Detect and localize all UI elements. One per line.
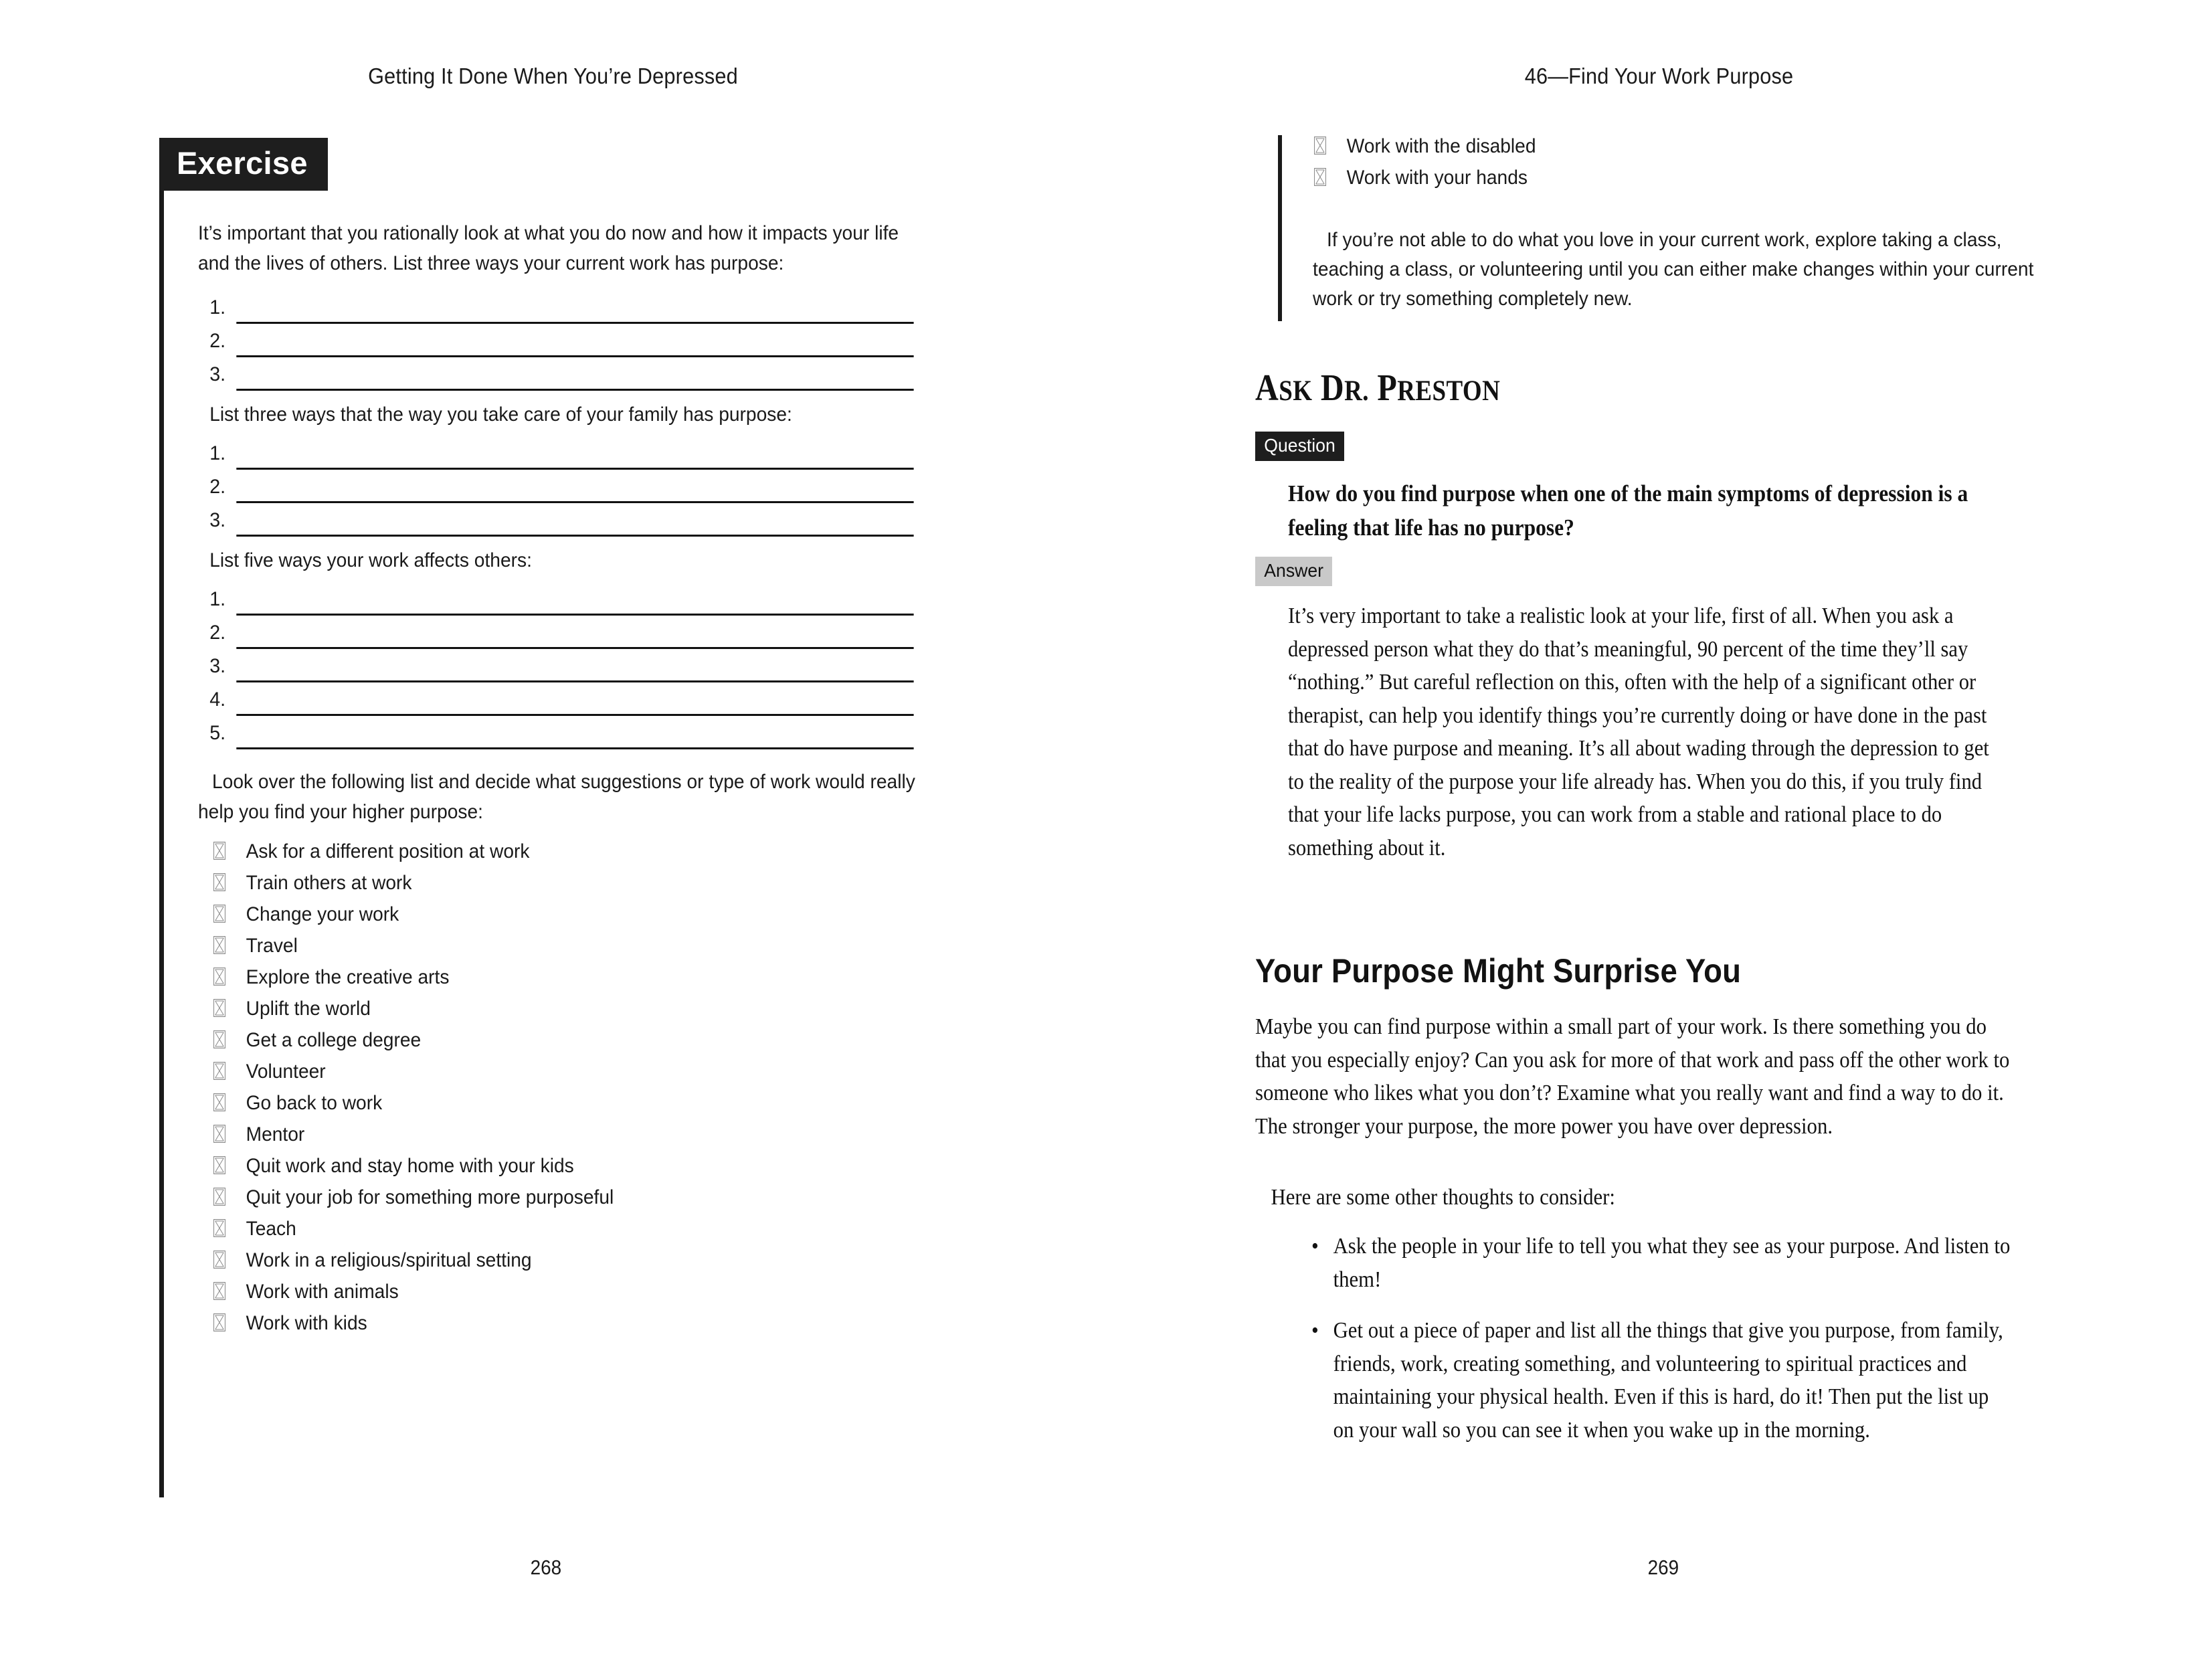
list-item[interactable] [198, 1279, 917, 1305]
list-item[interactable] [198, 1248, 917, 1273]
tofu-box-icon [213, 842, 225, 860]
running-head-right: 46—Find Your Work Purpose [1524, 64, 1794, 88]
list-item[interactable] [198, 965, 917, 990]
tofu-box-icon [213, 1156, 225, 1174]
exercise-intro-paragraph: It’s important that you rationally look at what you do now and how it impacts your life and the lives of others. List three ways your current work has purpose: [198, 222, 899, 274]
answer-text: It’s very important to take a realistic look at your life, first of all. When you ask a depressed person what they do that’s meaningful, 90 percent of the time they’ll say “nothing.” But careful reflection on this, often with the help of a significant other or therapist, can help you identify things you’re currently doing or have done in the past that do have purpose and meaning. It’s all about wading through the depression to get to the reality of the purpose your life already has. When you do this, if you truly find that your life lacks purpose, you can work from a stable and rational place to do something about it. [1288, 604, 1989, 860]
ask-dr-preston-heading [1255, 367, 1500, 409]
list-item[interactable] [198, 1185, 917, 1210]
list-item[interactable] [198, 1311, 917, 1336]
blank-row[interactable] [198, 290, 917, 324]
lead-in-text: Here are some other thoughts to consider: [1271, 1185, 1615, 1210]
tofu-box-icon [213, 1282, 225, 1300]
list-item[interactable] [198, 1216, 917, 1242]
write-in-line[interactable] [236, 725, 913, 749]
blank-number: 5. [209, 722, 226, 744]
tofu-box-icon [213, 967, 225, 986]
list-item[interactable] [198, 1091, 917, 1116]
tofu-box-icon [213, 999, 225, 1017]
list-item-label: Get out a piece of paper and list all the things that give you purpose, from family, friends, work, creating something, and volunteering to spiritual practices and maintaining your physical health. Even if this is hard, do it! Then put the list up on your wall so you can see it when you wake up in the morning. [1333, 1318, 2003, 1443]
blank-number: 1. [209, 442, 226, 464]
list-item-label: Get a college degree [246, 1029, 422, 1051]
heading-cap-p: P [1377, 367, 1398, 409]
blank-number: 1. [209, 296, 226, 318]
list-item[interactable] [198, 870, 917, 896]
list-item-label: Train others at work [246, 872, 412, 894]
blank-number: 4. [209, 688, 226, 711]
tofu-box-icon [213, 1093, 225, 1111]
heading-cap-d: D [1320, 367, 1345, 409]
heading-smallcaps-reston: RESTON [1397, 375, 1501, 407]
list-item-label: Work with kids [246, 1312, 367, 1334]
list-item[interactable] [198, 1122, 917, 1147]
tofu-box-icon [213, 1062, 225, 1080]
blank-row[interactable] [198, 649, 917, 682]
question-badge: Question [1255, 432, 1344, 461]
list-item-label: Quit work and stay home with your kids [246, 1155, 574, 1177]
tofu-box-icon [213, 1219, 225, 1237]
tofu-box-icon [213, 1030, 225, 1048]
bullet-dot-icon: • [1311, 1234, 1319, 1259]
suggestion-list [198, 839, 917, 1336]
blank-row[interactable] [198, 616, 917, 649]
list-item-label: Volunteer [246, 1060, 326, 1083]
thoughts-bullet-list [1311, 1230, 2014, 1465]
write-in-line[interactable] [236, 299, 913, 324]
exercise-prompt-others: List five ways your work affects others: [209, 549, 532, 571]
write-in-line[interactable] [236, 478, 913, 503]
list-item[interactable] [198, 1059, 917, 1085]
question-text: How do you find purpose when one of the main symptoms of depression is a feeling that life has no purpose? [1288, 480, 1968, 541]
list-item[interactable] [198, 839, 917, 864]
list-item[interactable] [198, 996, 917, 1022]
blank-number: 3. [209, 363, 226, 385]
exercise-prompt-suggestions: Look over the following list and decide what suggestions or type of work would really help you find your higher purpose: [198, 771, 915, 823]
section-heading-surprise: Your Purpose Might Surprise You [1255, 952, 1742, 990]
list-item[interactable] [198, 1154, 917, 1179]
write-in-line[interactable] [236, 624, 913, 649]
tofu-box-icon [213, 1125, 225, 1143]
continued-vertical-rule [1278, 135, 1282, 321]
tofu-box-icon [213, 1313, 225, 1331]
section-paragraph-surprise: Maybe you can find purpose within a small part of your work. Is there something you do that you especially enjoy? Can you ask for more of that work and pass off the other work to someone who likes what you don’t? Examine what you really want and find a way to do it. The stronger your purpose, the more power you have over depression. [1255, 1014, 2010, 1139]
exercise-tag-label: Exercise [159, 138, 328, 191]
list-item[interactable] [1311, 1314, 2014, 1447]
write-in-line[interactable] [236, 658, 913, 682]
blank-number: 1. [209, 588, 226, 610]
list-item-label: Work with your hands [1346, 167, 1528, 189]
tofu-box-icon [213, 1188, 225, 1206]
continued-suggestion-list [1313, 134, 2035, 191]
list-item-label: Work with the disabled [1346, 135, 1536, 157]
write-in-line[interactable] [236, 512, 913, 537]
continued-inner [1313, 134, 2035, 314]
exercise-prompt-family: List three ways that the way you take care of your family has purpose: [209, 403, 792, 426]
blank-number: 2. [209, 622, 226, 644]
blank-number: 2. [209, 330, 226, 352]
list-item-label: Teach [246, 1218, 296, 1240]
list-item-label: Work in a religious/spiritual setting [246, 1249, 532, 1271]
list-item[interactable] [1313, 134, 2035, 159]
blank-row[interactable] [198, 324, 917, 357]
heading-cap-a: A [1255, 367, 1279, 409]
blank-row[interactable] [198, 357, 917, 391]
list-item-label: Go back to work [246, 1092, 383, 1114]
write-in-line[interactable] [236, 691, 913, 716]
page-number-left: 268 [530, 1556, 562, 1579]
blank-row[interactable] [198, 503, 917, 537]
blank-list-others [198, 582, 917, 749]
tofu-box-icon [213, 905, 225, 923]
list-item-label: Explore the creative arts [246, 966, 450, 988]
blank-row[interactable] [198, 436, 917, 470]
continued-paragraph: If you’re not able to do what you love in your current work, explore taking a class, teaching a class, or volunteering until you can either make changes within your current work or try something completely new. [1313, 229, 2034, 310]
list-item[interactable] [198, 1028, 917, 1053]
tofu-box-icon [213, 873, 225, 891]
blank-row[interactable] [198, 582, 917, 616]
list-item[interactable] [198, 933, 917, 959]
blank-row[interactable] [198, 470, 917, 503]
tofu-box-icon [213, 1251, 225, 1269]
heading-smallcaps-r: R. [1344, 375, 1369, 407]
blank-row[interactable] [198, 716, 917, 749]
list-item-label: Ask for a different position at work [246, 840, 530, 862]
blank-number: 3. [209, 509, 226, 531]
tofu-box-icon [1314, 168, 1326, 186]
list-item-label: Mentor [246, 1123, 305, 1145]
list-item-label: Quit your job for something more purposeful [246, 1186, 614, 1208]
exercise-body [198, 218, 917, 1342]
heading-smallcaps-sk: SK [1279, 375, 1313, 407]
answer-badge: Answer [1255, 557, 1332, 586]
write-in-line[interactable] [236, 445, 913, 470]
blank-row[interactable] [198, 682, 917, 716]
exercise-vertical-rule [159, 138, 164, 1497]
tofu-box-icon [213, 936, 225, 954]
tofu-box-icon [1314, 136, 1326, 155]
blank-number: 3. [209, 655, 226, 677]
list-item-label: Work with animals [246, 1281, 399, 1303]
blank-list-family [198, 436, 917, 537]
write-in-line[interactable] [236, 333, 913, 357]
list-item[interactable] [198, 902, 917, 927]
blank-list-work [198, 290, 917, 391]
page-number-right: 269 [1647, 1556, 1679, 1579]
list-item-label: Travel [246, 935, 298, 957]
list-item[interactable] [1311, 1230, 2014, 1296]
running-head-left: Getting It Done When You’re Depressed [368, 64, 738, 88]
list-item-label: Uplift the world [246, 998, 371, 1020]
write-in-line[interactable] [236, 366, 913, 391]
list-item-label: Ask the people in your life to tell you what they see as your purpose. And listen to them! [1333, 1234, 2011, 1292]
list-item-label: Change your work [246, 903, 399, 925]
write-in-line[interactable] [236, 591, 913, 616]
bullet-dot-icon: • [1311, 1318, 1319, 1343]
blank-number: 2. [209, 476, 226, 498]
list-item[interactable] [1313, 165, 2035, 191]
